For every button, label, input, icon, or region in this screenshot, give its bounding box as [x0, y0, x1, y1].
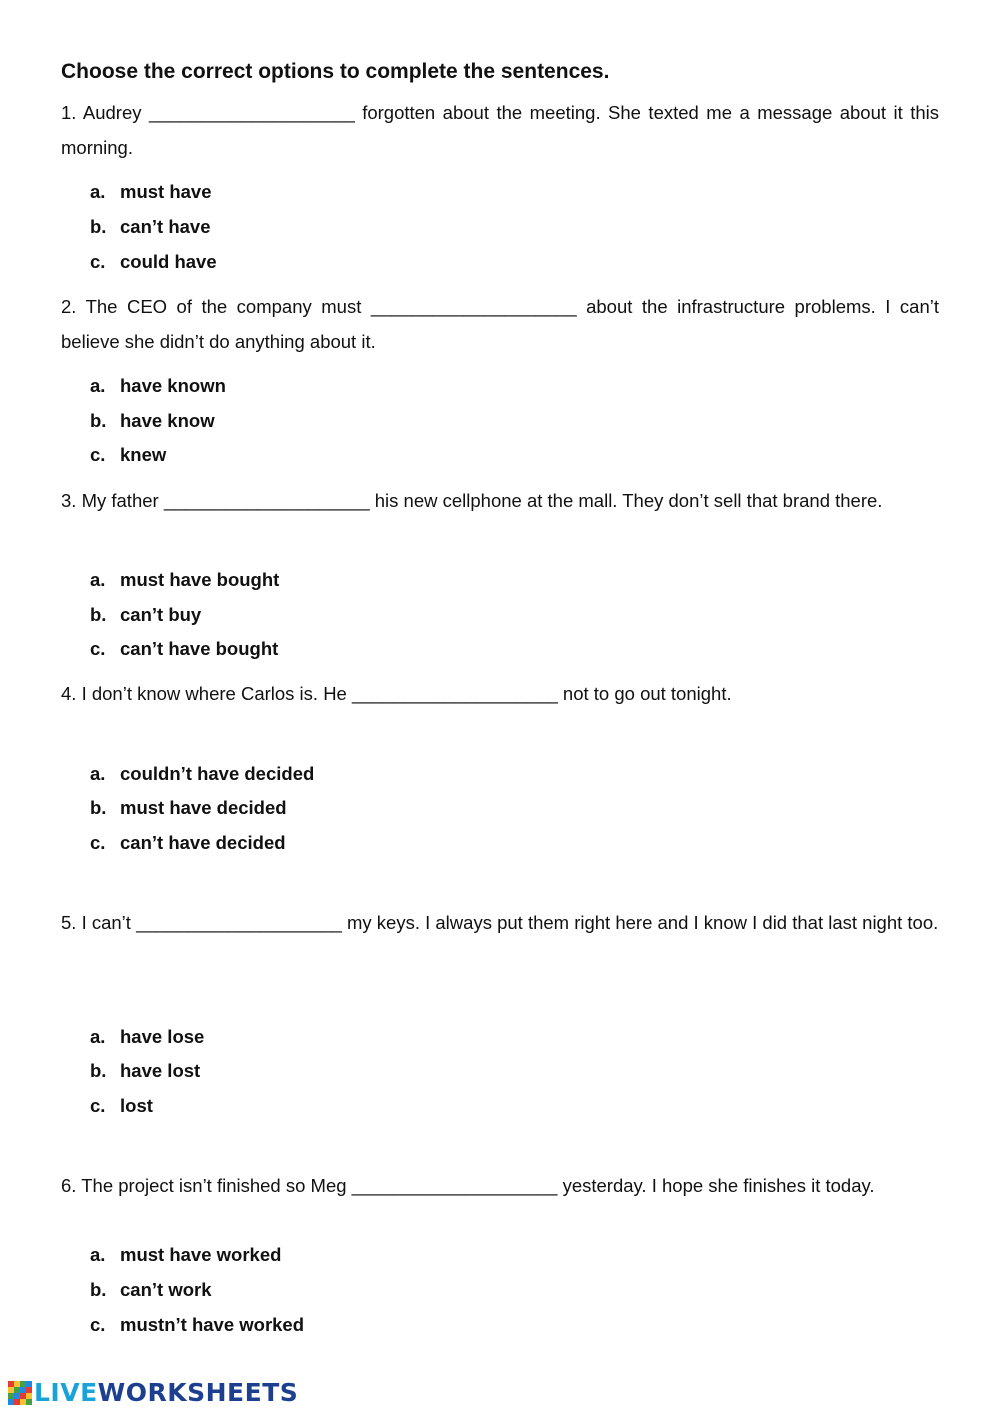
option-text: mustn’t have worked	[120, 1314, 305, 1335]
option-text: lost	[120, 1095, 153, 1116]
question-4	[61, 676, 939, 711]
answer-blank[interactable]: ____________________	[351, 1175, 558, 1196]
answer-blank[interactable]: ____________________	[148, 102, 355, 123]
option-letter: b.	[90, 410, 107, 431]
option-text: can’t buy	[120, 604, 202, 625]
logo-text-worksheets: WORKSHEETS	[97, 1378, 299, 1407]
option-letter: a.	[90, 569, 106, 590]
option-text: must have decided	[120, 797, 287, 818]
option-3c[interactable]	[90, 638, 278, 660]
option-text: have known	[120, 375, 226, 396]
option-2a[interactable]	[90, 375, 226, 397]
question-text: 5. I can’t	[61, 912, 137, 933]
answer-blank[interactable]: ____________________	[370, 296, 577, 317]
question-text: forgotten about the meeting. She texted me a message about it this morning.	[61, 102, 939, 158]
question-text: 1. Audrey	[61, 102, 149, 123]
option-letter: a.	[90, 763, 106, 784]
liveworksheets-logo[interactable]	[8, 1380, 298, 1406]
option-letter: a.	[90, 375, 106, 396]
option-letter: c.	[90, 444, 106, 465]
answer-blank[interactable]: ____________________	[136, 912, 342, 933]
option-6c[interactable]	[90, 1314, 304, 1336]
option-letter: c.	[90, 1095, 106, 1116]
option-letter: b.	[90, 797, 107, 818]
option-6a[interactable]	[90, 1244, 281, 1266]
option-3a[interactable]	[90, 569, 279, 591]
question-text: 3. My father	[61, 490, 164, 511]
question-text: yesterday. I hope she finishes it today.	[557, 1175, 875, 1196]
option-2c[interactable]	[90, 444, 166, 466]
option-text: could have	[120, 251, 217, 272]
option-5b[interactable]	[90, 1060, 200, 1082]
option-4b[interactable]	[90, 797, 287, 819]
question-text: my keys. I always put them right here and I know I did that last night too.	[341, 912, 939, 933]
option-4a[interactable]	[90, 763, 314, 785]
logo-text	[34, 1380, 298, 1406]
option-letter: a.	[90, 181, 106, 202]
option-5a[interactable]	[90, 1026, 204, 1048]
option-letter: b.	[90, 604, 107, 625]
question-1	[61, 95, 939, 165]
logo-grid-icon	[8, 1381, 32, 1405]
option-letter: c.	[90, 251, 106, 272]
logo-text-live: LIVE	[34, 1378, 98, 1407]
option-letter: c.	[90, 832, 106, 853]
option-5c[interactable]	[90, 1095, 153, 1117]
worksheet-title: Choose the correct options to complete the sentences.	[61, 60, 610, 83]
question-text: 6. The project isn’t finished so Meg	[61, 1175, 352, 1196]
option-letter: b.	[90, 1279, 107, 1300]
question-5	[61, 905, 939, 940]
option-letter: a.	[90, 1026, 106, 1047]
option-text: must have	[120, 181, 212, 202]
option-letter: c.	[90, 1314, 106, 1335]
option-text: have know	[120, 410, 215, 431]
option-6b[interactable]	[90, 1279, 212, 1301]
option-1b[interactable]	[90, 216, 211, 238]
option-text: can’t have bought	[120, 638, 279, 659]
answer-blank[interactable]: ____________________	[163, 490, 370, 511]
option-4c[interactable]	[90, 832, 286, 854]
question-2	[61, 289, 939, 359]
option-letter: a.	[90, 1244, 106, 1265]
question-text: not to go out tonight.	[557, 683, 732, 704]
option-text: couldn’t have decided	[120, 763, 315, 784]
option-text: must have bought	[120, 569, 280, 590]
question-text: 4. I don’t know where Carlos is. He	[61, 683, 352, 704]
option-text: can’t have decided	[120, 832, 286, 853]
question-6	[61, 1168, 939, 1203]
option-text: have lost	[120, 1060, 201, 1081]
option-letter: b.	[90, 216, 107, 237]
option-text: must have worked	[120, 1244, 282, 1265]
option-letter: b.	[90, 1060, 107, 1081]
option-text: have lose	[120, 1026, 205, 1047]
option-1a[interactable]	[90, 181, 212, 203]
option-1c[interactable]	[90, 251, 217, 273]
option-letter: c.	[90, 638, 106, 659]
option-text: can’t have	[120, 216, 211, 237]
logo-grid-cell	[26, 1399, 32, 1405]
question-text: his new cellphone at the mall. They don’t sell that brand there.	[369, 490, 883, 511]
option-text: knew	[120, 444, 167, 465]
option-text: can’t work	[120, 1279, 212, 1300]
question-3	[61, 483, 939, 518]
answer-blank[interactable]: ____________________	[352, 683, 558, 704]
option-2b[interactable]	[90, 410, 215, 432]
question-text: 2. The CEO of the company must	[61, 296, 371, 317]
question-text: about the infrastructure problems. I can’t believe she didn’t do anything about it.	[61, 296, 939, 352]
option-3b[interactable]	[90, 604, 201, 626]
